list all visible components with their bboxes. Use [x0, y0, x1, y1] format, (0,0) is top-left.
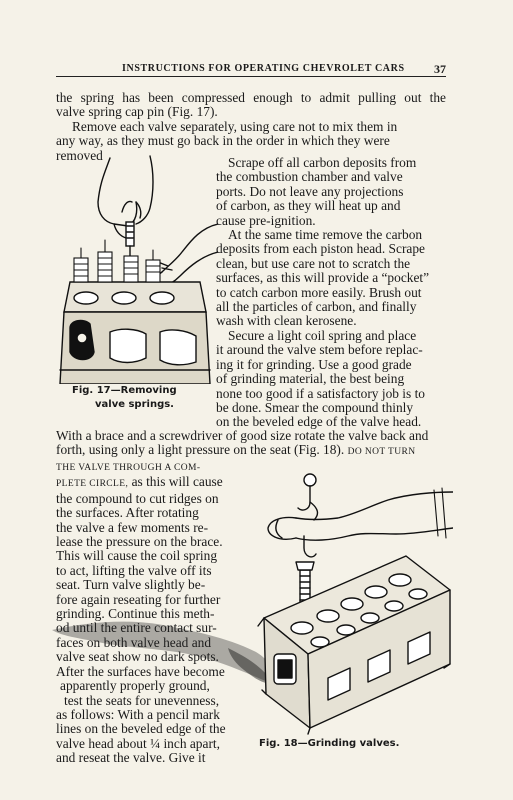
text-line: valve head about ¼ inch apart, — [56, 735, 220, 751]
text-line: valve spring cap pin (Fig. 17). — [56, 104, 218, 120]
text-line: After the surfaces have become — [56, 663, 225, 679]
text-line: clean, but use care not to scratch the — [216, 255, 411, 271]
text-line: on the beveled edge of the valve head. — [216, 414, 422, 430]
text-line: any way, as they must go back in the order in which they were — [56, 133, 390, 149]
text-line: the surfaces. After rotating — [56, 505, 199, 521]
text-line: removed — [56, 147, 103, 163]
text-line: seat. Turn valve slightly be- — [56, 577, 206, 593]
text-line: Scrape off all carbon deposits from — [228, 155, 417, 170]
text-line: as follows: With a pencil mark — [56, 706, 220, 722]
text-line: the combustion chamber and valve — [216, 169, 403, 185]
page-number: 37 — [434, 62, 446, 76]
text-line: all the particles of carbon, and finally — [216, 299, 417, 315]
left-column-text — [56, 461, 266, 766]
text-line: none too good if a satisfactory job is to — [216, 385, 426, 401]
header-rule — [56, 76, 446, 77]
text-line: the compound to cut ridges on — [56, 490, 219, 506]
caps-emphasis: DO NOT TURN — [347, 447, 416, 458]
fig17-illustration — [50, 152, 218, 384]
text-line: Remove each valve separately, using care not to mix them in — [72, 118, 398, 134]
text-fragment: as this will cause — [128, 474, 223, 490]
text-line: lease the pressure on the brace. — [56, 534, 223, 550]
text-line: deposits from each piston head. Scrape — [216, 241, 425, 257]
text-line: to catch carbon more easily. Brush out — [216, 284, 422, 300]
text-line: to act, lifting the valve off its — [56, 562, 212, 578]
text-line: and reseat the valve. Give it — [56, 750, 206, 766]
fig17-caption-line2: valve springs. — [95, 399, 174, 410]
text-line: THE VALVE THROUGH A COM- — [56, 463, 201, 473]
text-line — [56, 475, 266, 491]
text-line: surfaces, as this will provide a “pocket” — [216, 270, 430, 286]
text-line: wash with clean kerosene. — [216, 313, 357, 329]
caps-emphasis: PLETE CIRCLE, — [56, 479, 129, 490]
text-line: of carbon, as they will heat up and — [216, 198, 401, 214]
fig18-illustration — [238, 458, 453, 736]
text-line: This will cause the coil spring — [56, 548, 218, 564]
text-line: faces on both valve head and — [56, 634, 212, 650]
fig17-caption-line1: Fig. 17—Removing — [72, 385, 177, 396]
text-line: cause pre-ignition. — [216, 212, 316, 228]
text-line: apparently properly ground, — [60, 678, 210, 694]
text-line: valve seat show no dark spots. — [56, 649, 219, 665]
text-line: be done. Smear the compound thinly — [216, 399, 414, 415]
text-line: fore again reseating for further — [56, 591, 221, 607]
text-line: of grinding material, the best being — [216, 371, 405, 387]
text-line: lines on the beveled edge of the — [56, 721, 226, 737]
text-line: the valve a few moments re- — [56, 519, 209, 535]
text-line: ing it for grinding. Use a good grade — [216, 356, 412, 372]
text-line: test the seats for unevenness, — [64, 692, 220, 708]
text-line: grinding. Continue this meth- — [56, 606, 215, 622]
text-line: Secure a light coil spring and place — [228, 327, 417, 343]
text-fragment: forth, using only a light pressure on the seat (Fig. 18). — [56, 442, 348, 458]
text-line: it around the valve stem before replac- — [216, 342, 423, 358]
fig18-caption: Fig. 18—Grinding valves. — [259, 738, 400, 749]
text-line: ports. Do not leave any projections — [216, 183, 404, 199]
header-title: INSTRUCTIONS FOR OPERATING CHEVROLET CARS — [122, 63, 405, 74]
text-line: At the same time remove the carbon — [228, 227, 423, 243]
full-width-text — [56, 429, 446, 460]
text-line: od until the entire contact sur- — [56, 620, 217, 636]
text-line: the spring has been compressed enough to admit pulling out the — [56, 90, 446, 105]
text-line: With a brace and a screwdriver of good size rotate the valve back and — [56, 428, 429, 443]
right-column-text — [216, 156, 446, 430]
